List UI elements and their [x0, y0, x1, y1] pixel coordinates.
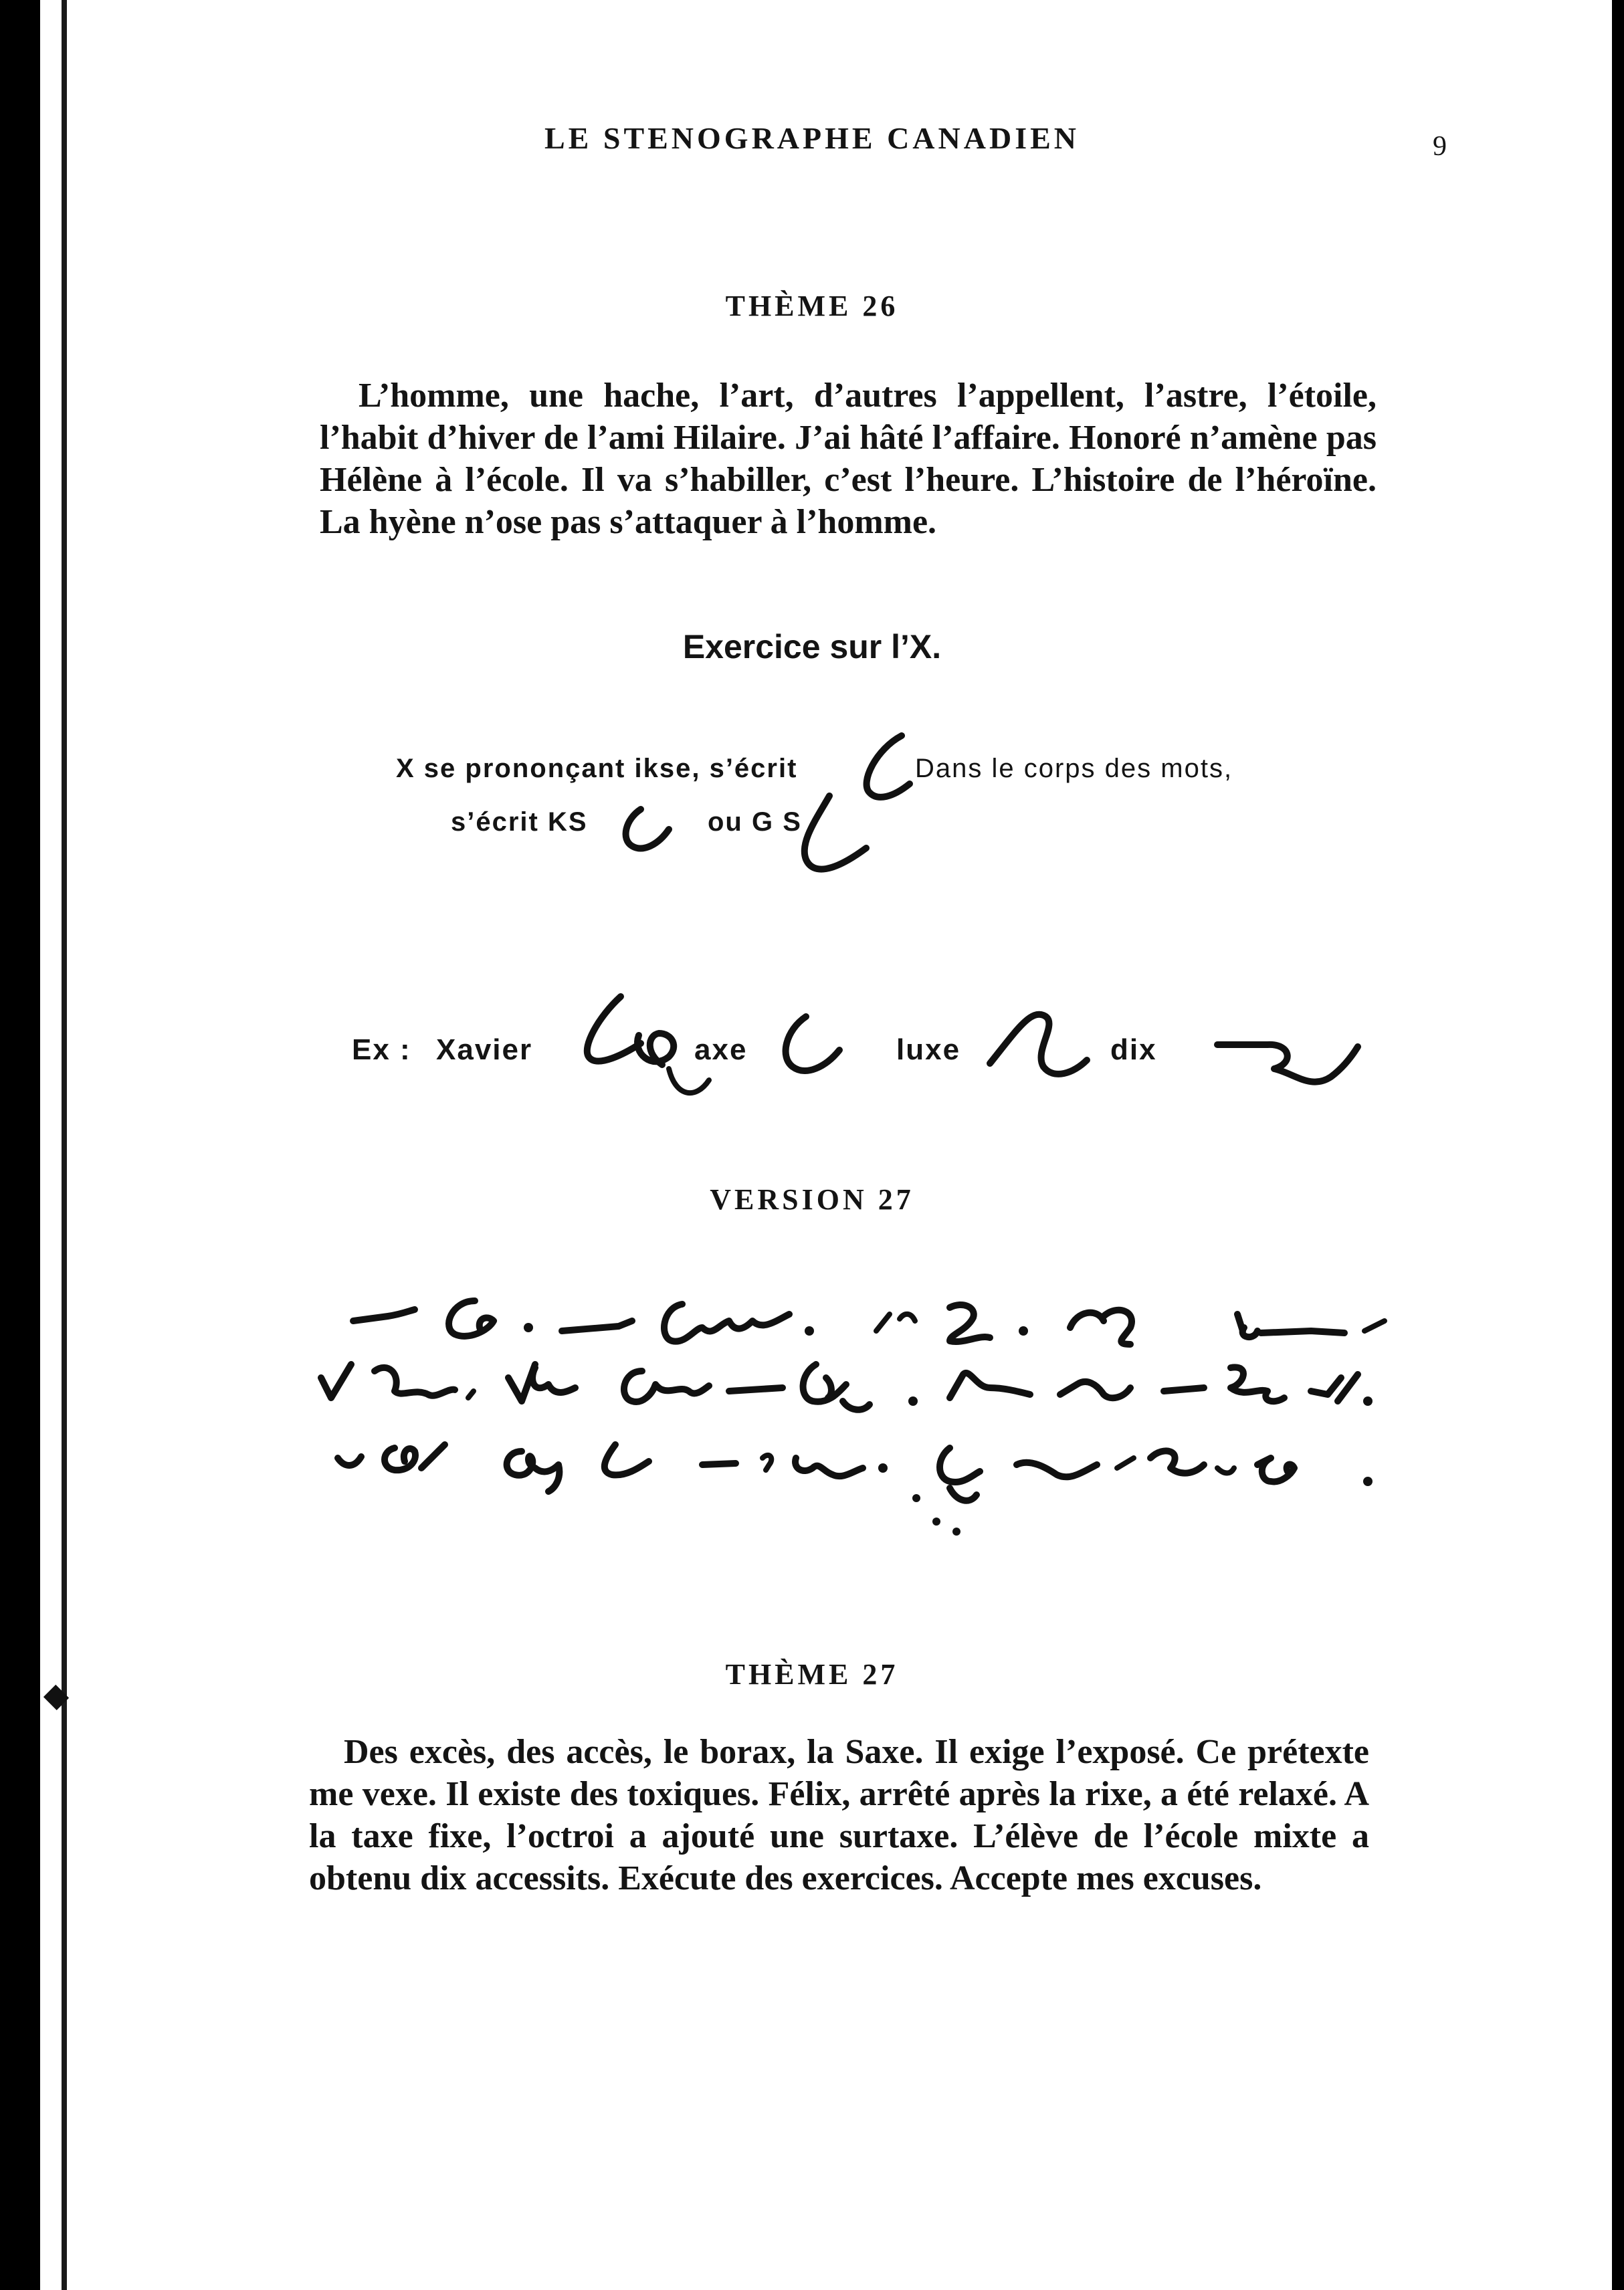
running-head: LE STENOGRAPHE CANADIEN [544, 121, 1080, 155]
exercise-heading: Exercice sur l’X. [682, 628, 942, 665]
shorthand-ks-symbol [626, 809, 669, 848]
theme-26-heading: THÈME 26 [725, 290, 899, 322]
shorthand-xavier [587, 997, 709, 1093]
shorthand-x-symbol [867, 736, 910, 797]
examples-label: Ex : [352, 1033, 411, 1066]
exercise-line1-end: Dans le corps des mots, [915, 754, 1233, 783]
shorthand-luxe [990, 1015, 1087, 1074]
theme-27-heading: THÈME 27 [725, 1658, 899, 1691]
example-word-xavier: Xavier [436, 1033, 533, 1066]
shorthand-axe [786, 1017, 839, 1071]
shorthand-version-line-1 [353, 1301, 1385, 1344]
version-27-heading: VERSION 27 [710, 1183, 914, 1216]
example-word-axe: axe [694, 1033, 748, 1066]
shorthand-version-line-2 [321, 1364, 1373, 1410]
shorthand-version-line-3 [338, 1445, 1373, 1536]
exercise-line2-start: s’écrit KS [451, 807, 588, 837]
exercise-line2-or: ou G S [708, 807, 802, 837]
shorthand-gs-symbol [805, 796, 866, 869]
exercise-line1-start: X se prononçant ikse, s’écrit [396, 754, 798, 783]
theme-26-text: L’homme, une hache, l’art, d’autres l’appellent, l’astre, l’étoile, l’habit d’hiver de l’ami Hilaire. J’ai hâté l’affaire. Honoré n’amène pas Hélène à l’école. Il va s’habiller, c’est l’heure. L’histoire de l’héroïne. La hyène n’ose pas s’attaquer à l’homme. [320, 377, 1377, 541]
shorthand-dix [1217, 1045, 1358, 1082]
theme-27-text: Des excès, des accès, le borax, la Saxe. Il exige l’exposé. Ce prétexte me vexe. Il existe des toxiques. Félix, arrêté après la rixe, a été relaxé. A la taxe fixe, l’octroi a ajouté une surtaxe. L’élève de l’école mixte a obtenu dix accessits. Exécute des exercices. Accepte mes excuses. [309, 1733, 1369, 1897]
example-word-dix: dix [1110, 1033, 1157, 1066]
page-number: 9 [1433, 131, 1447, 162]
example-word-luxe: luxe [896, 1033, 961, 1066]
